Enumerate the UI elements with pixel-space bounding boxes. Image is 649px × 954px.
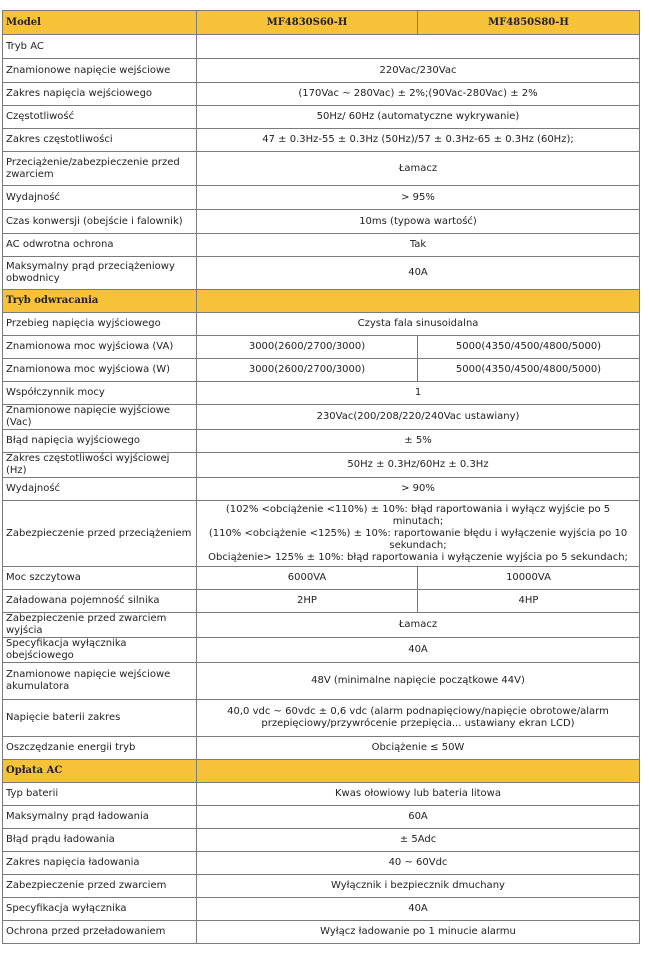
row-label: Błąd prądu ładowania bbox=[3, 829, 197, 852]
row-value: 10ms (typowa wartość) bbox=[197, 210, 640, 234]
row-value: ± 5% bbox=[197, 430, 640, 453]
row-label: Napięcie baterii zakres bbox=[3, 700, 197, 737]
overload-line-1: (102% <obciążenie <110%) ± 10%: błąd raportowania i wyłącz wyjście po 5 minutach; bbox=[225, 503, 611, 527]
row-value-model-2: 5000(4350/4500/4800/5000) bbox=[418, 359, 640, 382]
table-row bbox=[3, 829, 640, 852]
row-label: Zabezpieczenie przed zwarciem bbox=[3, 875, 197, 898]
row-value: ± 5Adc bbox=[197, 829, 640, 852]
row-label: Znamionowa moc wyjściowa (W) bbox=[3, 359, 197, 382]
row-label: Zabezpieczenie przed zwarciem wyjścia bbox=[3, 613, 197, 638]
section-row-ac-mode bbox=[3, 35, 640, 59]
table-row bbox=[3, 59, 640, 83]
header-model-2: MF4850S80-H bbox=[418, 11, 640, 35]
row-value: 220Vac/230Vac bbox=[197, 59, 640, 83]
table-row bbox=[3, 852, 640, 875]
row-value: 230Vac(200/208/220/240Vac ustawiany) bbox=[197, 405, 640, 430]
table-row bbox=[3, 806, 640, 829]
row-label: Znamionowa moc wyjściowa (VA) bbox=[3, 336, 197, 359]
row-label: Maksymalny prąd przeciążeniowy obwodnicy bbox=[3, 257, 197, 290]
row-label: Oszczędzanie energii tryb bbox=[3, 737, 197, 760]
row-label: Moc szczytowa bbox=[3, 567, 197, 590]
overload-line-3: Obciążenie> 125% ± 10%: błąd raportowania i wyłączenie wyjścia po 5 sekundach; bbox=[208, 551, 628, 563]
table-row bbox=[3, 210, 640, 234]
row-label: Ochrona przed przeładowaniem bbox=[3, 921, 197, 944]
battery-range-line-2: przepięciowy/przywrócenie przepięcia... ustawiany ekran LCD) bbox=[261, 718, 575, 729]
row-value-model-2: 4HP bbox=[418, 590, 640, 613]
table-row bbox=[3, 336, 640, 359]
table-row bbox=[3, 700, 640, 737]
row-label: Zakres napięcia ładowania bbox=[3, 852, 197, 875]
header-model-1: MF4830S60-H bbox=[197, 11, 418, 35]
row-value: 47 ± 0.3Hz-55 ± 0.3Hz (50Hz)/57 ± 0.3Hz-65 ± 0.3Hz (60Hz); bbox=[197, 129, 640, 152]
row-value: 48V (minimalne napięcie początkowe 44V) bbox=[197, 663, 640, 700]
row-value-model-1: 3000(2600/2700/3000) bbox=[197, 359, 418, 382]
row-label: Specyfikacja wyłącznika obejściowego bbox=[3, 638, 197, 663]
section-header-inverter bbox=[3, 290, 640, 313]
row-label: Znamionowe napięcie wejściowe akumulatora bbox=[3, 663, 197, 700]
table-row bbox=[3, 313, 640, 336]
overload-line-2: (110% <obciążenie <125%) ± 10%: raportowanie błędu i wyłączenie wyjścia po 10 sekundach; bbox=[208, 527, 628, 551]
row-value-model-1: 6000VA bbox=[197, 567, 418, 590]
table-row bbox=[3, 501, 640, 567]
row-value-model-2: 5000(4350/4500/4800/5000) bbox=[418, 336, 640, 359]
row-label: Przebieg napięcia wyjściowego bbox=[3, 313, 197, 336]
row-label: Błąd napięcia wyjściowego bbox=[3, 430, 197, 453]
row-value: Czysta fala sinusoidalna bbox=[197, 313, 640, 336]
row-label: Typ baterii bbox=[3, 783, 197, 806]
table-row bbox=[3, 567, 640, 590]
row-value: 50Hz/ 60Hz (automatyczne wykrywanie) bbox=[197, 106, 640, 129]
row-value: 1 bbox=[197, 382, 640, 405]
table-row bbox=[3, 359, 640, 382]
row-value: 60A bbox=[197, 806, 640, 829]
row-value: Łamacz bbox=[197, 152, 640, 186]
table-row bbox=[3, 405, 640, 430]
row-value: Tak bbox=[197, 234, 640, 257]
row-value: Kwas ołowiowy lub bateria litowa bbox=[197, 783, 640, 806]
row-value: 40 ~ 60Vdc bbox=[197, 852, 640, 875]
row-label: Czas konwersji (obejście i falownik) bbox=[3, 210, 197, 234]
table-row bbox=[3, 129, 640, 152]
row-label: Maksymalny prąd ładowania bbox=[3, 806, 197, 829]
row-label: Zakres częstotliwości bbox=[3, 129, 197, 152]
section-title: Tryb AC bbox=[3, 35, 197, 59]
row-value bbox=[197, 700, 640, 737]
row-label: Wydajność bbox=[3, 478, 197, 501]
table-row bbox=[3, 106, 640, 129]
row-label: Znamionowe napięcie wyjściowe (Vac) bbox=[3, 405, 197, 430]
table-row bbox=[3, 590, 640, 613]
row-value: Wyłącznik i bezpiecznik dmuchany bbox=[197, 875, 640, 898]
table-row bbox=[3, 898, 640, 921]
table-row bbox=[3, 737, 640, 760]
row-label: Znamionowe napięcie wejściowe bbox=[3, 59, 197, 83]
row-label: Zakres częstotliwości wyjściowej (Hz) bbox=[3, 453, 197, 478]
row-value-model-1: 2HP bbox=[197, 590, 418, 613]
spec-table bbox=[2, 10, 640, 944]
table-row bbox=[3, 921, 640, 944]
table-row bbox=[3, 613, 640, 638]
battery-range-line-1: 40,0 vdc ~ 60vdc ± 0,6 vdc (alarm podnapięciowy/napięcie obrotowe/alarm bbox=[227, 706, 609, 717]
table-row bbox=[3, 234, 640, 257]
table-row bbox=[3, 478, 640, 501]
row-label: Przeciążenie/zabezpieczenie przed zwarciem bbox=[3, 152, 197, 186]
row-value: Obciążenie ≤ 50W bbox=[197, 737, 640, 760]
row-label: Wydajność bbox=[3, 186, 197, 210]
section-title: Tryb odwracania bbox=[3, 290, 197, 313]
row-value: 50Hz ± 0.3Hz/60Hz ± 0.3Hz bbox=[197, 453, 640, 478]
row-label: Współczynnik mocy bbox=[3, 382, 197, 405]
table-row bbox=[3, 257, 640, 290]
header-row bbox=[3, 11, 640, 35]
section-title: Opłata AC bbox=[3, 760, 197, 783]
table-row bbox=[3, 186, 640, 210]
table-row bbox=[3, 783, 640, 806]
header-model-label: Model bbox=[3, 11, 197, 35]
row-label: Załadowana pojemność silnika bbox=[3, 590, 197, 613]
row-value: (170Vac ~ 280Vac) ± 2%;(90Vac-280Vac) ± 2% bbox=[197, 83, 640, 106]
row-value: 40A bbox=[197, 257, 640, 290]
table-row bbox=[3, 875, 640, 898]
table-row bbox=[3, 663, 640, 700]
row-value-model-1: 3000(2600/2700/3000) bbox=[197, 336, 418, 359]
row-value: 40A bbox=[197, 638, 640, 663]
row-label: AC odwrotna ochrona bbox=[3, 234, 197, 257]
section-header-ac-charging bbox=[3, 760, 640, 783]
row-value: > 90% bbox=[197, 478, 640, 501]
table-row bbox=[3, 83, 640, 106]
row-value: > 95% bbox=[197, 186, 640, 210]
table-row bbox=[3, 453, 640, 478]
table-row bbox=[3, 430, 640, 453]
row-label: Zabezpieczenie przed przeciążeniem bbox=[3, 501, 197, 567]
row-label: Specyfikacja wyłącznika bbox=[3, 898, 197, 921]
table-row bbox=[3, 152, 640, 186]
row-value-model-2: 10000VA bbox=[418, 567, 640, 590]
row-value bbox=[197, 501, 640, 567]
table-row bbox=[3, 638, 640, 663]
table-row bbox=[3, 382, 640, 405]
row-label: Częstotliwość bbox=[3, 106, 197, 129]
row-value: Wyłącz ładowanie po 1 minucie alarmu bbox=[197, 921, 640, 944]
row-value: 40A bbox=[197, 898, 640, 921]
row-value: Łamacz bbox=[197, 613, 640, 638]
row-label: Zakres napięcia wejściowego bbox=[3, 83, 197, 106]
